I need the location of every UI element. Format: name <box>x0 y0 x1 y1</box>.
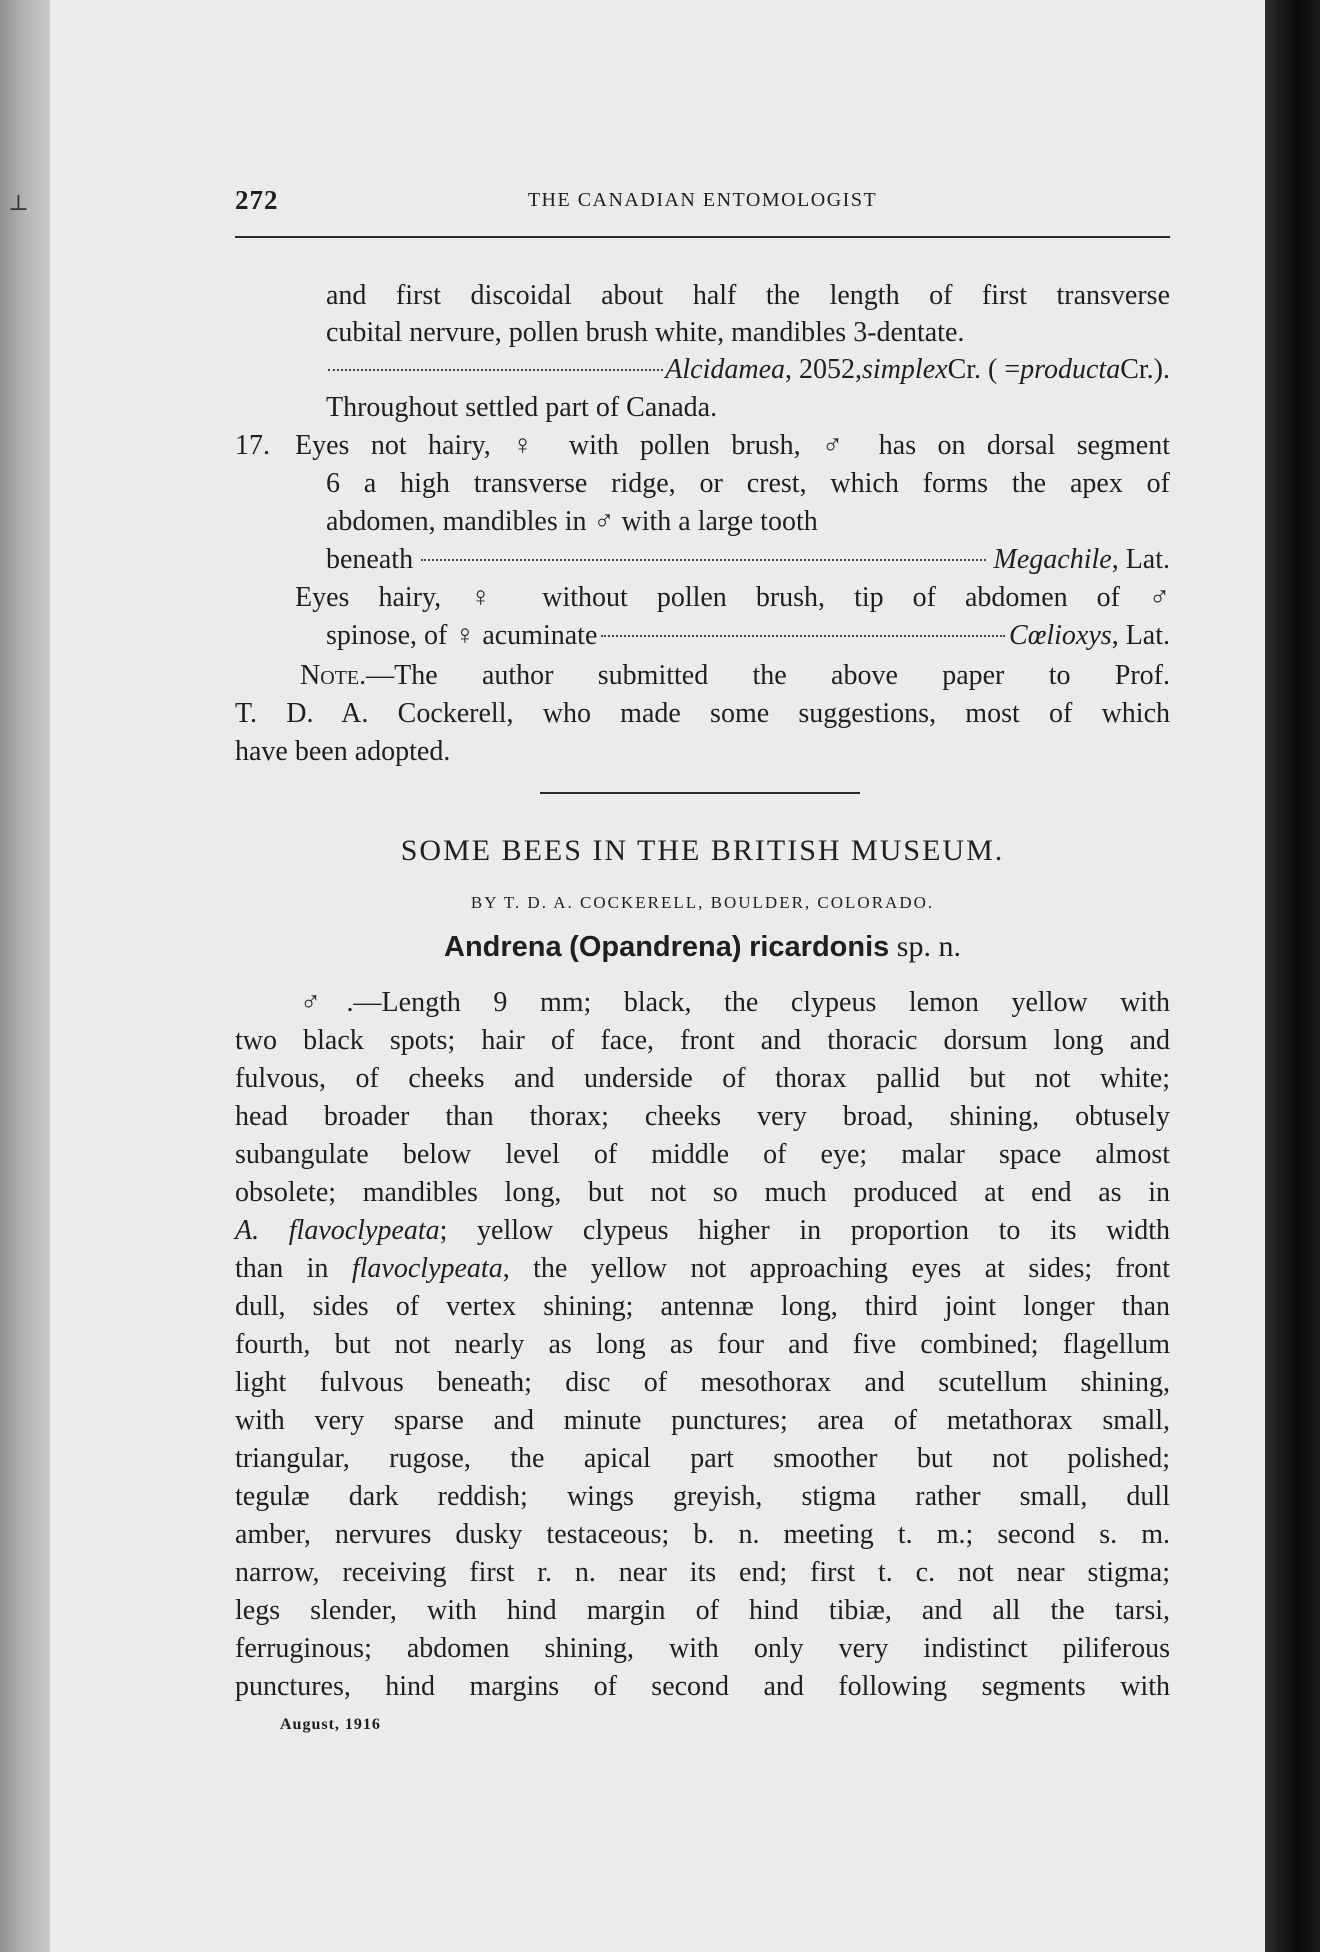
body-line: A. flavoclypeata; yellow clypeus higher in proportion to its width <box>235 1215 1170 1246</box>
body-line: fourth, but not nearly as long as four and five combined; flagellum <box>235 1329 1170 1360</box>
body-line: legs slender, with hind margin of hind tibiæ, and all the tarsi, <box>235 1595 1170 1626</box>
note-line: T. D. A. Cockerell, who made some suggestions, most of which <box>235 698 1170 729</box>
journal-title: THE CANADIAN ENTOMOLOGIST <box>527 189 878 211</box>
key-line-alcidamea: Alcidamea , 2052, simplex Cr. ( = producta Cr.). <box>326 352 1170 388</box>
body-line: ferruginous; abdomen shining, with only very indistinct piliferous <box>235 1633 1170 1664</box>
key-line: and first discoidal about half the length of first transverse <box>326 280 1170 311</box>
body-line: punctures, hind margins of second and following segments with <box>235 1671 1170 1702</box>
genus-name: Alcidamea <box>665 354 786 385</box>
note-line: have been adopted. <box>235 736 451 767</box>
species-genus: Andrena <box>444 931 562 963</box>
genus-name: Megachile <box>993 544 1112 575</box>
couplet-line-megachile: beneath Megachile , Lat. <box>326 542 1170 578</box>
running-head <box>235 185 1170 225</box>
couplet-alt-line-coelioxys: spinose, of ♀ acuminate Cœlioxys , Lat. <box>326 618 1170 654</box>
note-line: Note.—The author submitted the above paper to Prof. <box>300 660 1170 691</box>
genus-name: Cœlioxys <box>1009 620 1112 651</box>
body-line: ♂.—Length 9 mm; black, the clypeus lemon yellow with <box>300 987 1170 1018</box>
body-line: head broader than thorax; cheeks very broad, shining, obtusely <box>235 1101 1170 1132</box>
dot-leader <box>421 559 985 561</box>
note-label: Note. <box>300 660 367 691</box>
body-line: dull, sides of vertex shining; antennæ long, third joint longer than <box>235 1291 1170 1322</box>
couplet-alt-line: Eyes hairy, ♀ without pollen brush, tip of abdomen of ♂ <box>295 582 1170 613</box>
species-subgenus: (Opandrena) <box>569 931 742 963</box>
body-line: two black spots; hair of face, front and thoracic dorsum long and <box>235 1025 1170 1056</box>
body-line: obsolete; mandibles long, but not so much produced at end as in <box>235 1177 1170 1208</box>
section-divider <box>540 792 860 794</box>
header-rule <box>235 236 1170 238</box>
article-title: SOME BEES IN THE BRITISH MUSEUM. <box>400 834 1005 867</box>
dot-leader <box>601 635 1005 637</box>
key-line: Throughout settled part of Canada. <box>326 392 718 423</box>
synonym-name: producta <box>1020 354 1121 385</box>
body-line: tegulæ dark reddish; wings greyish, stigma rather small, dull <box>235 1481 1170 1512</box>
species-epithet: ricardonis <box>749 931 890 963</box>
body-line: than in flavoclypeata, the yellow not approaching eyes at sides; front <box>235 1253 1170 1284</box>
book-spine-shadow <box>1265 0 1320 1952</box>
couplet-line: abdomen, mandibles in ♂ with a large tooth <box>326 506 818 537</box>
dot-leader <box>328 369 663 371</box>
species-heading <box>235 930 1170 964</box>
couplet-line: Eyes not hairy, ♀ with pollen brush, ♂ has on dorsal segment <box>295 430 1170 461</box>
body-line: with very sparse and minute punctures; area of metathorax small, <box>235 1405 1170 1436</box>
species-reference: flavoclypeata <box>351 1253 503 1284</box>
body-line: narrow, receiving first r. n. near its end; first t. c. not near stigma; <box>235 1557 1170 1588</box>
couplet-number: 17. <box>235 430 270 461</box>
couplet-line: 6 a high transverse ridge, or crest, which forms the apex of <box>326 468 1170 499</box>
page-number: 272 <box>235 185 279 215</box>
scan-mark: ⊥ <box>8 190 29 215</box>
species-abbreviation: A. flavoclypeata <box>235 1215 440 1246</box>
article-byline: BY T. D. A. COCKERELL, BOULDER, COLORADO. <box>470 893 935 912</box>
body-line: amber, nervures dusky testaceous; b. n. meeting t. m.; second s. m. <box>235 1519 1170 1550</box>
key-line: cubital nervure, pollen brush white, mandibles 3-dentate. <box>326 317 965 348</box>
body-line: light fulvous beneath; disc of mesothorax and scutellum shining, <box>235 1367 1170 1398</box>
species-name: simplex <box>862 354 948 385</box>
body-line: fulvous, of cheeks and underside of thorax pallid but not white; <box>235 1063 1170 1094</box>
body-line: triangular, rugose, the apical part smoother but not polished; <box>235 1443 1170 1474</box>
issue-date: August, 1916 <box>280 1716 381 1733</box>
species-status: sp. n. <box>896 930 961 963</box>
body-line: subangulate below level of middle of eye; malar space almost <box>235 1139 1170 1170</box>
